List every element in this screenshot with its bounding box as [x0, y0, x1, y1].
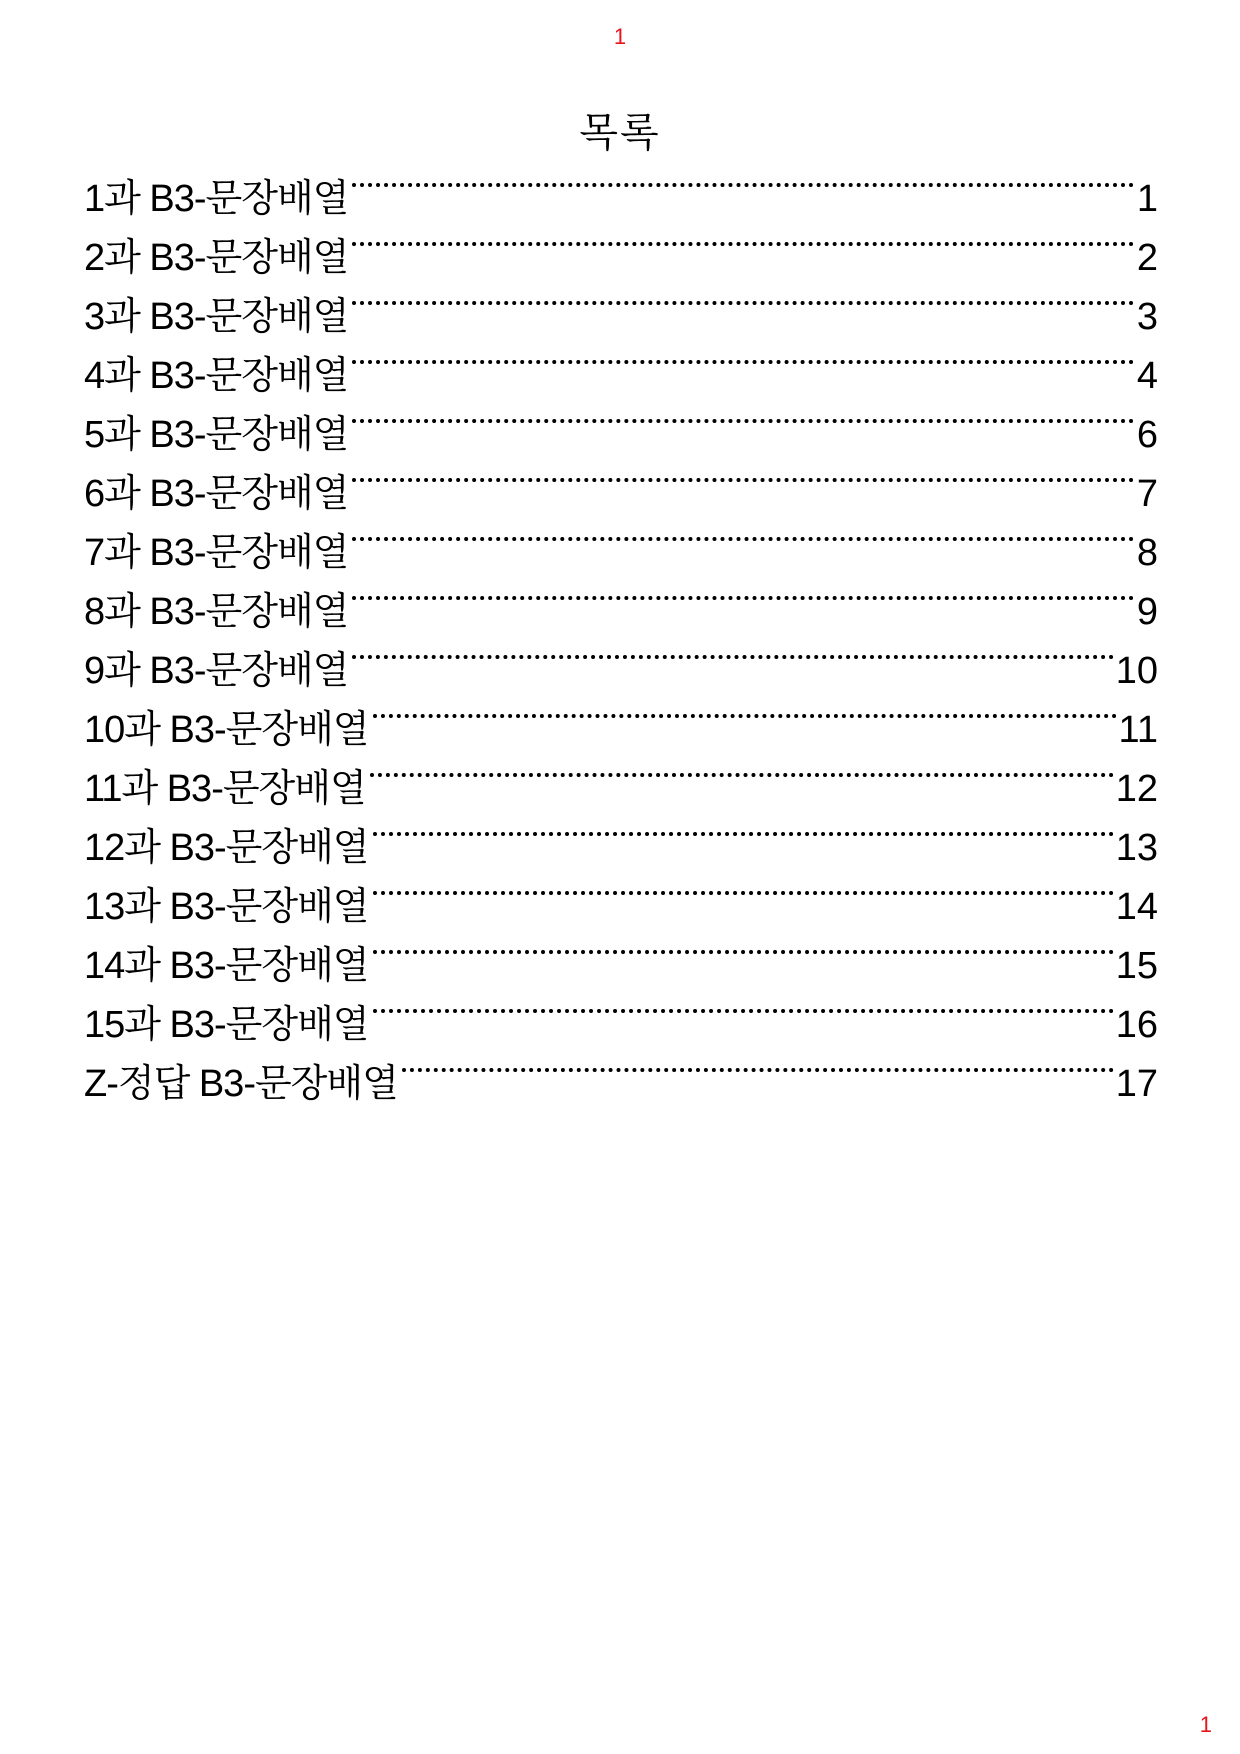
toc-entry-page: 8 [1136, 532, 1158, 574]
toc-entry[interactable] [84, 937, 1158, 996]
toc-entry[interactable] [84, 465, 1158, 524]
toc-entry-page: 10 [1115, 650, 1158, 692]
dot-leader [373, 832, 1114, 836]
dot-leader [370, 773, 1114, 777]
dot-leader [352, 360, 1134, 364]
dot-leader [352, 419, 1134, 423]
toc-entry[interactable] [84, 406, 1158, 465]
toc-entry-label: Z-정답 B3-문장배열 [84, 1063, 398, 1105]
dot-leader [352, 655, 1113, 659]
toc-entry-page: 16 [1115, 1004, 1158, 1046]
toc-entry[interactable] [84, 878, 1158, 937]
toc-entry-page: 14 [1115, 886, 1158, 928]
toc-entry-label: 10과 B3-문장배열 [84, 709, 369, 751]
page-number-bottom: 1 [1199, 1712, 1212, 1737]
dot-leader [373, 714, 1117, 718]
toc-entry-label: 7과 B3-문장배열 [84, 532, 349, 574]
dot-leader [352, 183, 1134, 187]
toc-entry-label: 3과 B3-문장배열 [84, 296, 349, 338]
toc-entry-label: 12과 B3-문장배열 [84, 827, 369, 869]
toc-entry-page: 11 [1118, 709, 1158, 751]
dot-leader [373, 1009, 1114, 1013]
dot-leader [373, 891, 1114, 895]
toc-entry-label: 15과 B3-문장배열 [84, 1004, 369, 1046]
toc-entry[interactable] [84, 760, 1158, 819]
dot-leader [352, 596, 1134, 600]
toc-entry[interactable] [84, 347, 1158, 406]
dot-leader [352, 537, 1134, 541]
toc-entry-page: 13 [1115, 827, 1158, 869]
toc-entry[interactable] [84, 642, 1158, 701]
toc-entry-label: 1과 B3-문장배열 [84, 178, 349, 220]
toc-entry-page: 3 [1136, 296, 1158, 338]
toc-entry[interactable] [84, 996, 1158, 1055]
dot-leader [352, 301, 1134, 305]
toc-entry-label: 14과 B3-문장배열 [84, 945, 369, 987]
toc-entry-page: 15 [1115, 945, 1158, 987]
toc-entry-label: 2과 B3-문장배열 [84, 237, 349, 279]
toc-entry-label: 11과 B3-문장배열 [84, 768, 366, 810]
toc-list [84, 170, 1158, 1114]
toc-entry-page: 6 [1136, 414, 1158, 456]
toc-title: 목록 [579, 109, 661, 156]
toc-entry-page: 2 [1136, 237, 1158, 279]
toc-entry-page: 9 [1136, 591, 1158, 633]
toc-entry-page: 12 [1115, 768, 1158, 810]
toc-entry[interactable] [84, 229, 1158, 288]
toc-entry-page: 1 [1136, 178, 1158, 220]
toc-entry-page: 7 [1136, 473, 1158, 515]
toc-entry[interactable] [84, 288, 1158, 347]
toc-entry-page: 17 [1115, 1063, 1158, 1105]
toc-entry-label: 9과 B3-문장배열 [84, 650, 349, 692]
toc-entry-label: 4과 B3-문장배열 [84, 355, 349, 397]
toc-entry-label: 5과 B3-문장배열 [84, 414, 349, 456]
toc-entry[interactable] [84, 701, 1158, 760]
dot-leader [352, 242, 1134, 246]
toc-entry[interactable] [84, 170, 1158, 229]
toc-entry[interactable] [84, 524, 1158, 583]
dot-leader [402, 1068, 1114, 1072]
toc-entry[interactable] [84, 1055, 1158, 1114]
toc-entry[interactable] [84, 583, 1158, 642]
toc-entry[interactable] [84, 819, 1158, 878]
toc-entry-page: 4 [1136, 355, 1158, 397]
dot-leader [373, 950, 1114, 954]
toc-entry-label: 8과 B3-문장배열 [84, 591, 349, 633]
dot-leader [352, 478, 1134, 482]
toc-entry-label: 13과 B3-문장배열 [84, 886, 369, 928]
page-number-top: 1 [613, 24, 627, 49]
toc-entry-label: 6과 B3-문장배열 [84, 473, 349, 515]
